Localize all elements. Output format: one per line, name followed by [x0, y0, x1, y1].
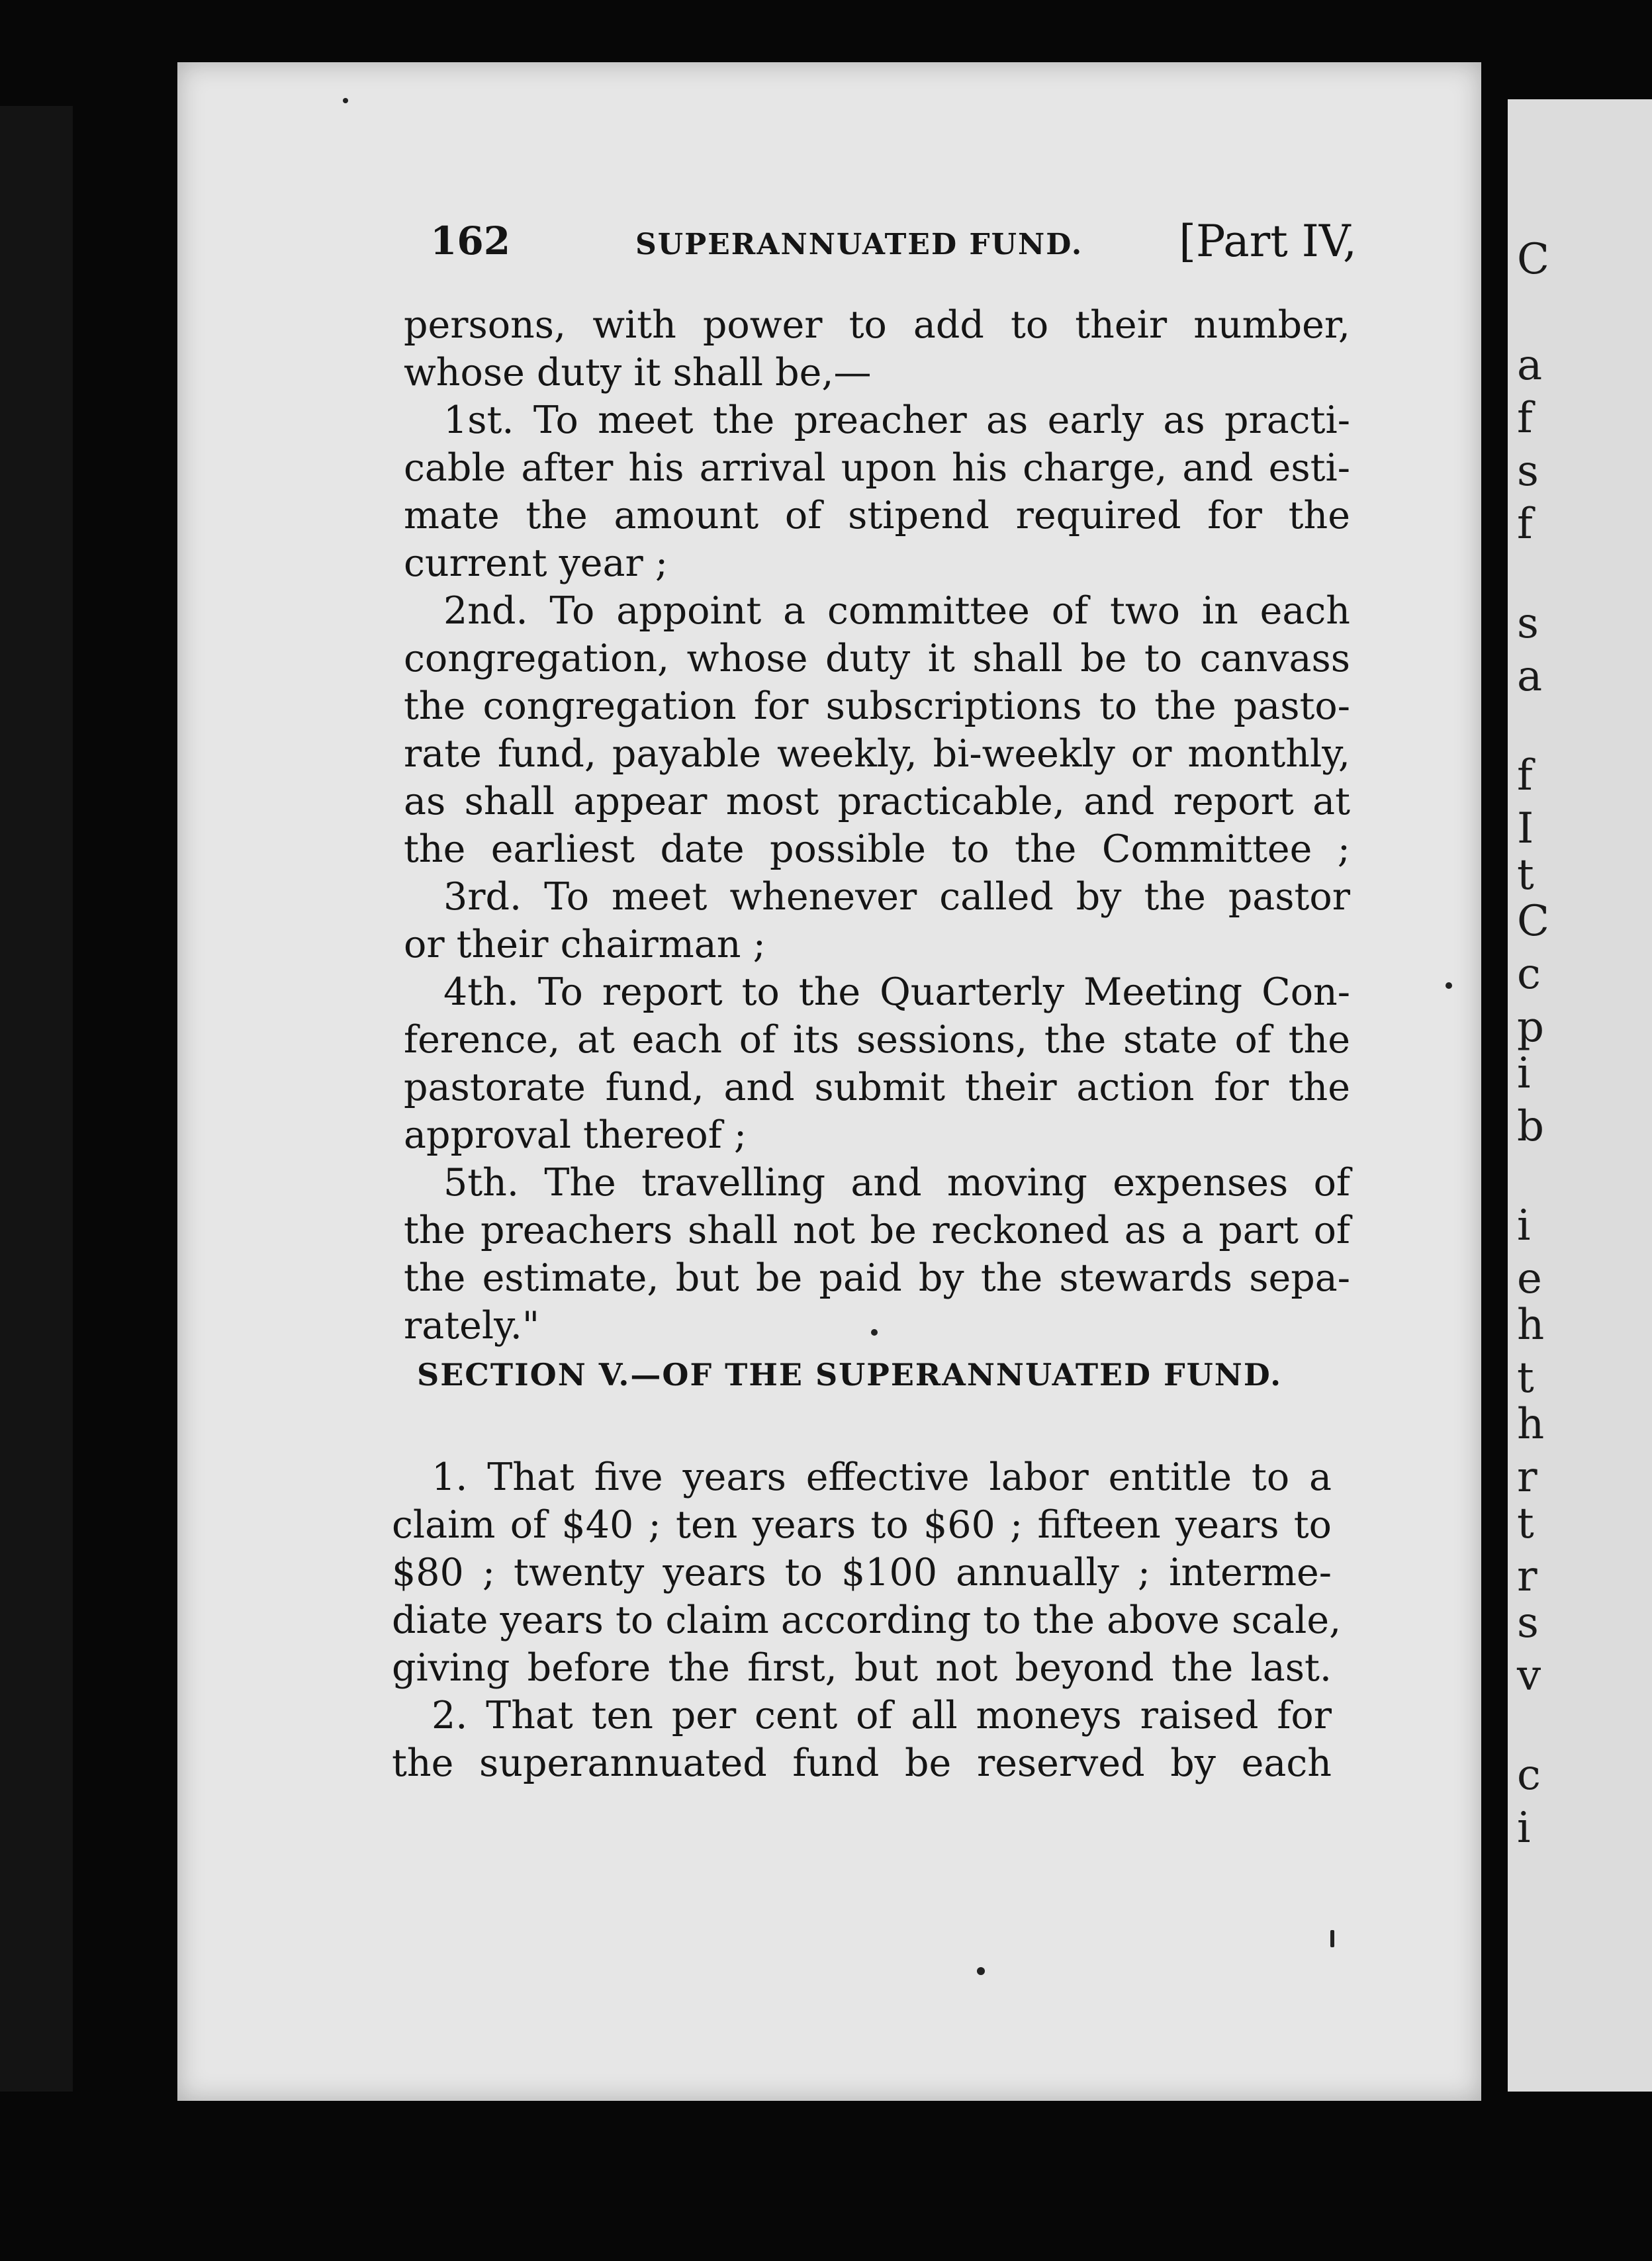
section-body-text: [392, 1454, 1342, 1787]
page-header: [430, 212, 1357, 285]
part-label: [Part IV,: [1179, 216, 1357, 267]
text-line: current year ;: [404, 541, 668, 585]
text-line: rately.": [404, 1304, 540, 1348]
scan-speck: [871, 1329, 878, 1336]
scan-speck: [1330, 1930, 1334, 1947]
right-page-letter: s: [1517, 447, 1539, 496]
text-line: the estimate, but be paid by the stewards sepa-: [404, 1256, 1350, 1300]
right-page-letter: p: [1517, 1003, 1544, 1052]
text-line: or their chairman ;: [404, 923, 766, 966]
text-line: congregation, whose duty it shall be to canvass: [404, 637, 1350, 680]
right-page-letter: f: [1517, 394, 1533, 443]
right-page-letter: h: [1517, 1301, 1545, 1350]
text-line: the congregation for subscriptions to the pasto-: [404, 684, 1350, 728]
right-page-letter: t: [1517, 1499, 1534, 1548]
right-page-letter: r: [1517, 1552, 1537, 1601]
text-line: 1st. To meet the preacher as early as practi-: [443, 398, 1350, 442]
right-page-letter: t: [1517, 851, 1534, 900]
text-line: the earliest date possible to the Committee ;: [404, 827, 1350, 871]
scan-speck: [343, 98, 348, 103]
text-line: approval thereof ;: [404, 1113, 747, 1157]
text-line: rate fund, payable weekly, bi-weekly or monthly,: [404, 732, 1350, 776]
right-page-letter: s: [1517, 1598, 1539, 1647]
text-line: persons, with power to add to their number,: [404, 303, 1350, 347]
text-line: 5th. The travelling and moving expenses of: [443, 1161, 1350, 1205]
left-page-edge: [0, 106, 73, 2092]
right-page-letter: i: [1517, 1804, 1531, 1853]
page-number: 162: [430, 218, 511, 263]
text-line: the superannuated fund be reserved by each: [392, 1741, 1332, 1785]
scan-speck: [1446, 982, 1452, 989]
text-line: whose duty it shall be,—: [404, 351, 872, 394]
right-page-letter: C: [1517, 235, 1549, 284]
text-line: cable after his arrival upon his charge, and esti-: [404, 446, 1350, 490]
text-line: claim of $40 ; ten years to $60 ; fifteen years to: [392, 1503, 1332, 1547]
body-text: [404, 301, 1350, 1350]
section-heading: SECTION V.—OF THE SUPERANNUATED FUND.: [417, 1357, 1283, 1393]
text-line: pastorate fund, and submit their action for the: [404, 1066, 1350, 1109]
text-line: as shall appear most practicable, and report at: [404, 780, 1350, 823]
running-head: SUPERANNUATED FUND.: [635, 228, 1083, 261]
right-page-letter: f: [1517, 751, 1533, 800]
right-page-letter: I: [1517, 804, 1534, 853]
right-page-letter: e: [1517, 1254, 1542, 1303]
text-line: $80 ; twenty years to $100 annually ; interme-: [392, 1551, 1332, 1594]
right-page-letter: h: [1517, 1400, 1545, 1449]
right-page-letter: b: [1517, 1102, 1544, 1151]
text-line: 2nd. To appoint a committee of two in each: [443, 589, 1350, 633]
right-page-letter: f: [1517, 500, 1533, 549]
right-page-letter: t: [1517, 1354, 1534, 1403]
text-line: the preachers shall not be reckoned as a part of: [404, 1209, 1350, 1252]
scan-speck: [977, 1967, 985, 1975]
right-page-letter: a: [1517, 341, 1543, 390]
right-page-letter: v: [1517, 1651, 1541, 1700]
right-page-letter: r: [1517, 1453, 1537, 1502]
right-page-letter: a: [1517, 652, 1543, 701]
right-page-letter: s: [1517, 599, 1539, 648]
right-page-fragment: [1508, 99, 1652, 2092]
text-line: diate years to claim according to the above scale,: [392, 1598, 1342, 1642]
right-page-letter: C: [1517, 897, 1549, 946]
text-line: giving before the first, but not beyond the last.: [392, 1646, 1332, 1690]
right-page-letter: c: [1517, 1751, 1541, 1800]
text-line: 3rd. To meet whenever called by the pastor: [443, 875, 1350, 919]
text-line: mate the amount of stipend required for the: [404, 494, 1350, 537]
right-page-letter: i: [1517, 1049, 1531, 1098]
text-line: 4th. To report to the Quarterly Meeting Con-: [443, 970, 1350, 1014]
right-page-letter: c: [1517, 950, 1541, 999]
right-page-letter: i: [1517, 1201, 1531, 1250]
text-line: 1. That five years effective labor entitle to a: [432, 1455, 1332, 1499]
text-line: 2. That ten per cent of all moneys raised for: [432, 1694, 1332, 1737]
text-line: ference, at each of its sessions, the state of the: [404, 1018, 1350, 1062]
